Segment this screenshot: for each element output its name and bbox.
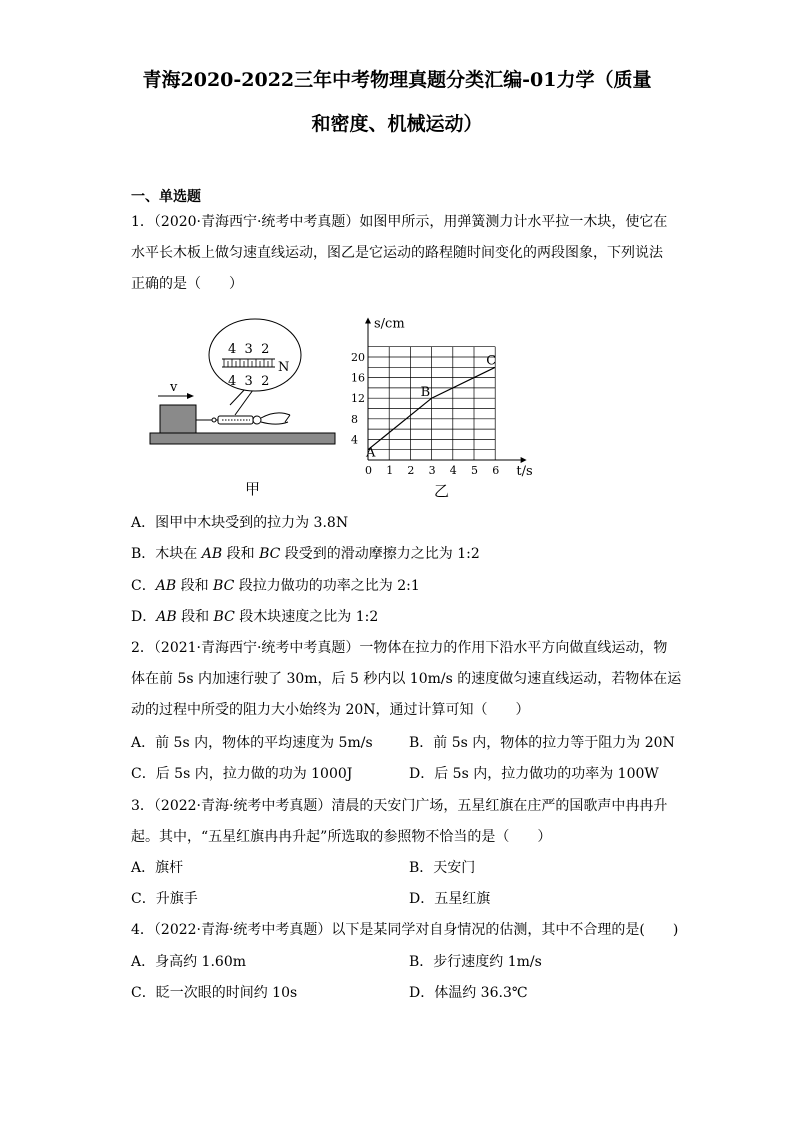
x-axis-arrow [521, 457, 527, 463]
q1-option-b: B．木块在 AB 段和 BC 段受到的滑动摩擦力之比为 1:2 [131, 546, 480, 562]
x-tick-label: 4 [449, 464, 457, 477]
q1-line-2: 水平长木板上做匀速直线运动，图乙是它运动的路程随时间变化的两段图象，下列说法 [131, 245, 663, 261]
hand [261, 413, 290, 424]
apparatus-diagram [150, 319, 335, 444]
gauge-bottom-labels: 4 3 2 [228, 374, 270, 389]
q3-option-b: B．天安门 [409, 860, 476, 876]
y-tick-label: 16 [351, 371, 365, 385]
q1-option-c: C．AB 段和 BC 段拉力做功的功率之比为 2:1 [131, 578, 420, 594]
y-tick-label: 4 [351, 433, 358, 447]
x-tick-label: 2 [407, 464, 415, 477]
x-tick-label: 0 [365, 464, 372, 477]
q4-option-a: A．身高约 1.60m [131, 954, 247, 970]
q1-line-1: 1．（2020·青海西宁·统考中考真题）如图甲所示，用弹簧测力计水平拉一木块，使它在 [131, 214, 668, 230]
scale-ring [253, 416, 261, 424]
caption-right: 乙 [434, 482, 450, 500]
q1-option-a: A．图甲中木块受到的拉力为 3.8N [131, 515, 349, 531]
title-line-1: 青海2020-2022三年中考物理真题分类汇编-01力学（质量 [142, 69, 652, 91]
q1-option-d: D．AB 段和 BC 段木块速度之比为 1:2 [131, 609, 379, 625]
x-tick-label: 1 [386, 464, 394, 477]
q2-line-1: 2．（2021·青海西宁·统考中考真题）一物体在拉力的作用下沿水平方向做直线运动，物 [131, 640, 668, 656]
section-heading: 一、单选题 [131, 189, 201, 205]
y-axis-label: s/cm [374, 316, 405, 332]
q3-option-a: A．旗杆 [131, 860, 184, 876]
wooden-block [160, 405, 196, 433]
x-tick-label: 3 [428, 464, 436, 477]
page-title [110, 58, 684, 146]
q3-option-c: C．升旗手 [131, 891, 198, 907]
gauge-unit: N [278, 360, 290, 375]
q4-option-c: C．眨一次眼的时间约 10s [131, 985, 298, 1001]
gauge-top-labels: 4 3 2 [228, 342, 270, 357]
velocity-label: v [170, 380, 178, 395]
q4-option-d: D．体温约 36.3℃ [409, 985, 528, 1001]
q1-line-3: 正确的是（ ） [131, 276, 243, 292]
q2-option-b: B．前 5s 内，物体的拉力等于阻力为 20N [409, 735, 675, 751]
y-axis-arrow [365, 318, 371, 324]
x-tick-label: 5 [471, 464, 478, 477]
caption-left: 甲 [245, 480, 261, 498]
q2-line-2: 体在前 5s 内加速行驶了 30m，后 5 秒内以 10m/s 的速度做匀速直线运动，若物体在运 [131, 671, 682, 687]
q4-option-b: B．步行速度约 1m/s [409, 954, 542, 970]
point-label-b: B [420, 385, 431, 401]
x-axis-label: t/s [516, 464, 533, 479]
q2-option-a: A．前 5s 内，物体的平均速度为 5m/s [131, 735, 373, 751]
y-tick-label: 8 [351, 412, 358, 426]
velocity-arrow-head [187, 393, 194, 399]
q1-figure [140, 305, 540, 505]
hook [212, 418, 216, 422]
q3-option-d: D．五星红旗 [409, 891, 491, 907]
title-line-2: 和密度、机械运动） [311, 113, 483, 135]
y-tick-label: 20 [351, 351, 365, 364]
q2-line-3: 动的过程中所受的阻力大小始终为 20N，通过计算可知（ ） [131, 702, 530, 718]
s-t-chart [351, 317, 533, 479]
point-label-c: C [486, 353, 497, 369]
q3-line-1: 3．（2022·青海·统考中考真题）清晨的天安门广场，五星红旗在庄严的国歌声中冉冉升 [131, 798, 668, 814]
q2-option-c: C．后 5s 内，拉力做的功为 1000J [131, 766, 353, 782]
x-tick-label: 6 [492, 464, 500, 477]
q4-line-1: 4．（2022·青海·统考中考真题）以下是某同学对自身情况的估测，其中不合理的是( ) [131, 922, 679, 938]
q3-line-2: 起。其中，“五星红旗冉冉升起”所选取的参照物不恰当的是（ ） [131, 829, 552, 845]
long-board [150, 433, 335, 444]
y-tick-label: 12 [351, 392, 365, 406]
point-label-a: A [366, 445, 376, 461]
q2-option-d: D．后 5s 内，拉力做功的功率为 100W [409, 766, 659, 782]
